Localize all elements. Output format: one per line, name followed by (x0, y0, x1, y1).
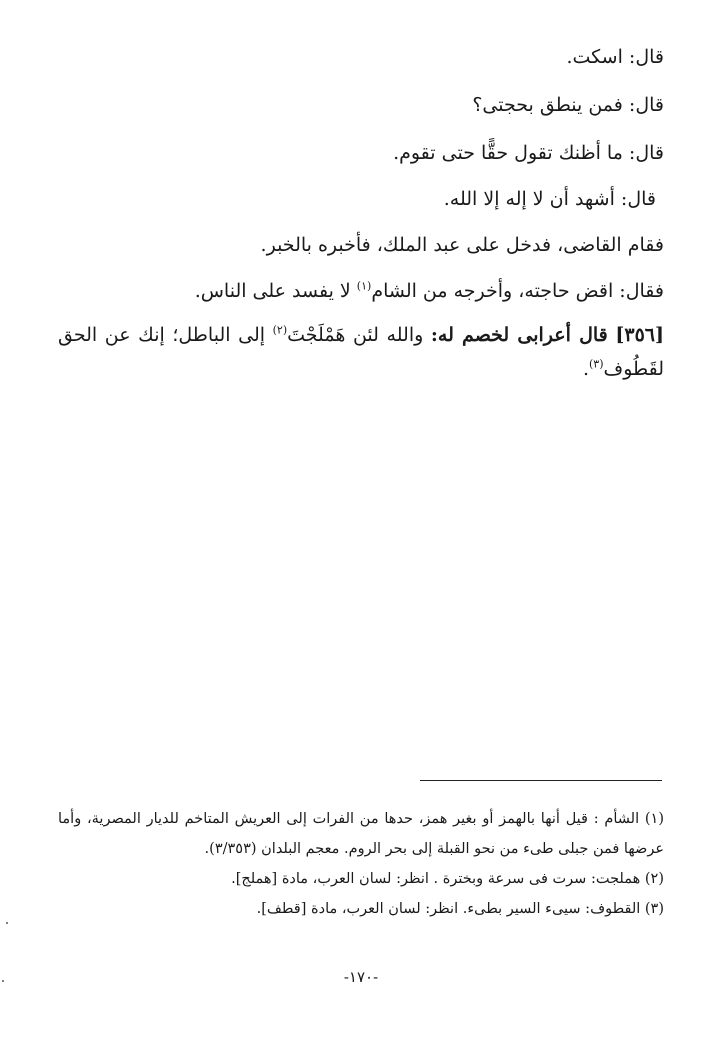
page-number: -١٧٠- (343, 968, 379, 986)
line6-before: فقال: اقض حاجته، وأخرجه من الشام (371, 280, 664, 302)
text-line-2: قال: فمن ينطق بحجتى؟ (472, 94, 664, 116)
text-line-3: قال: ما أظنك تقول حقًّا حتى تقوم. (393, 142, 664, 164)
entry-text-1: والله لئن هَمْلَجْتَ (287, 324, 431, 346)
scan-speck (6, 922, 8, 924)
line6-after: لا يفسد على الناس. (194, 280, 357, 302)
entry-text-2: إلى الباطل؛ إنك عن الحق لقَطُوف (58, 324, 664, 380)
text-line-5: فقام القاضى، فدخل على عبد الملك، فأخبره بالخبر. (260, 234, 664, 256)
footnote-2: (٢) هملجت: سرت فى سرعة وبخترة . انظر: لسان العرب، مادة [هملج]. (231, 871, 664, 887)
text-line-1: قال: اسكت. (566, 46, 664, 68)
footnote-ref-1: (١) (356, 279, 372, 293)
footnote-ref-2: (٢) (272, 323, 288, 337)
text-line-6 (64, 276, 664, 306)
footnote-divider (420, 780, 662, 781)
entry-number: [٣٥٦] (615, 324, 664, 346)
footnotes-section (58, 804, 664, 924)
scan-speck (2, 980, 4, 982)
footnote-ref-3: (٣) (588, 357, 604, 371)
entry-end: . (582, 358, 589, 380)
entry-356-paragraph (58, 318, 664, 386)
footnote-1: (١) الشأم : قيل أنها بالهمز أو بغير همز، حدها من الفرات إلى العريش المتاخم للديار المصرية، وأما عرضها فمن جبلى طىء من نحو القبلة إلى بحر الروم. معجم البلدان (٣/٣٥٣). (58, 811, 664, 857)
entry-heading: قال أعرابى لخصم له: (430, 324, 608, 346)
text-line-4: قال: أشهد أن لا إله إلا الله. (443, 188, 656, 210)
footnote-3: (٣) القطوف: سيىء السير بطىء. انظر: لسان العرب، مادة [قطف]. (256, 901, 664, 917)
